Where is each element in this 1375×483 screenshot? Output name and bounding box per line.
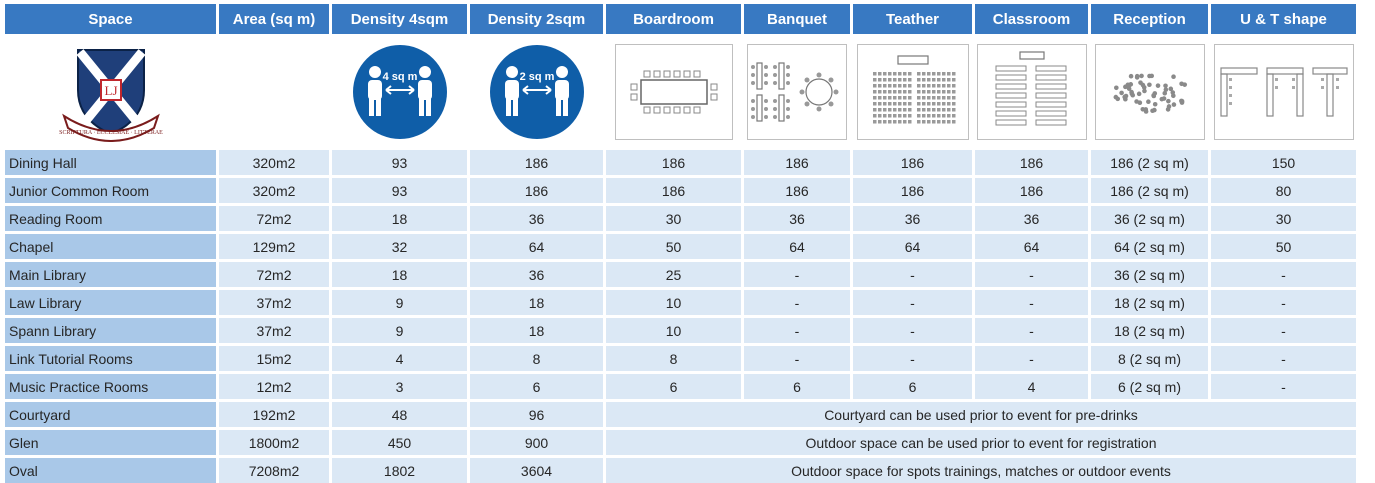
cell-density-2sqm: 36 [470, 262, 603, 287]
college-crest-icon [5, 37, 216, 147]
row-link-tutorial-rooms-space: Link Tutorial Rooms [5, 346, 216, 371]
cell-u-and-t-shape: 80 [1211, 178, 1356, 203]
header-density-4sqm: Density 4sqm [332, 4, 467, 34]
cell-banquet: 64 [744, 234, 850, 259]
area-icon-cell-empty [219, 37, 329, 147]
cell-classroom: 186 [975, 150, 1088, 175]
header-boardroom: Boardroom [606, 4, 741, 34]
cell-teather: - [853, 262, 972, 287]
row-courtyard-space: Courtyard [5, 402, 216, 427]
cell-note: Outdoor space for spots trainings, matches or outdoor events [606, 458, 1356, 483]
boardroom-layout-icon [606, 37, 741, 147]
header-space: Space [5, 4, 216, 34]
row-main-library-space: Main Library [5, 262, 216, 287]
header-reception: Reception [1091, 4, 1208, 34]
cell-reception: 36 (2 sq m) [1091, 206, 1208, 231]
header-teather: Teather [853, 4, 972, 34]
cell-density-4sqm: 4 [332, 346, 467, 371]
cell-reception: 36 (2 sq m) [1091, 262, 1208, 287]
cell-u-and-t-shape: 50 [1211, 234, 1356, 259]
cell-density-2sqm: 36 [470, 206, 603, 231]
svg-text:2 sq m: 2 sq m [519, 71, 554, 83]
row-junior-common-room-space: Junior Common Room [5, 178, 216, 203]
row-oval-space: Oval [5, 458, 216, 483]
cell-classroom: 186 [975, 178, 1088, 203]
cell-classroom: - [975, 262, 1088, 287]
cell-reception: 18 (2 sq m) [1091, 318, 1208, 343]
cell-teather: 6 [853, 374, 972, 399]
row-dining-hall-space: Dining Hall [5, 150, 216, 175]
cell-u-and-t-shape: - [1211, 318, 1356, 343]
cell-classroom: 64 [975, 234, 1088, 259]
header-u-and-t-shape: U & T shape [1211, 4, 1356, 34]
row-law-library-space: Law Library [5, 290, 216, 315]
cell-density-2sqm: 3604 [470, 458, 603, 483]
cell-teather: 64 [853, 234, 972, 259]
cell-boardroom: 10 [606, 318, 741, 343]
cell-reception: 186 (2 sq m) [1091, 178, 1208, 203]
cell-density-4sqm: 93 [332, 150, 467, 175]
cell-area: 37m2 [219, 318, 329, 343]
cell-area: 7208m2 [219, 458, 329, 483]
row-music-practice-rooms-space: Music Practice Rooms [5, 374, 216, 399]
social-distance-4sqm-icon [332, 37, 467, 147]
cell-density-2sqm: 186 [470, 178, 603, 203]
svg-text:LJ: LJ [104, 83, 117, 98]
cell-reception: 18 (2 sq m) [1091, 290, 1208, 315]
cell-boardroom: 186 [606, 150, 741, 175]
cell-classroom: - [975, 346, 1088, 371]
cell-banquet: 6 [744, 374, 850, 399]
cell-density-2sqm: 8 [470, 346, 603, 371]
cell-density-2sqm: 18 [470, 318, 603, 343]
row-glen-space: Glen [5, 430, 216, 455]
cell-density-4sqm: 9 [332, 290, 467, 315]
header-density-2sqm: Density 2sqm [470, 4, 603, 34]
cell-banquet: - [744, 346, 850, 371]
cell-teather: 186 [853, 178, 972, 203]
cell-density-2sqm: 900 [470, 430, 603, 455]
cell-teather: 186 [853, 150, 972, 175]
cell-reception: 8 (2 sq m) [1091, 346, 1208, 371]
svg-text:4 sq m: 4 sq m [382, 71, 417, 83]
cell-u-and-t-shape: 30 [1211, 206, 1356, 231]
cell-u-and-t-shape: - [1211, 262, 1356, 287]
cell-banquet: 186 [744, 150, 850, 175]
cell-banquet: - [744, 290, 850, 315]
cell-area: 15m2 [219, 346, 329, 371]
cell-reception: 64 (2 sq m) [1091, 234, 1208, 259]
cell-area: 320m2 [219, 178, 329, 203]
cell-note: Outdoor space can be used prior to event for registration [606, 430, 1356, 455]
u-and-t-shape-layout-icon [1211, 37, 1356, 147]
row-chapel-space: Chapel [5, 234, 216, 259]
cell-boardroom: 10 [606, 290, 741, 315]
cell-banquet: - [744, 318, 850, 343]
cell-area: 1800m2 [219, 430, 329, 455]
cell-u-and-t-shape: - [1211, 374, 1356, 399]
cell-density-4sqm: 48 [332, 402, 467, 427]
social-distance-2sqm-icon [470, 37, 603, 147]
row-spann-library-space: Spann Library [5, 318, 216, 343]
cell-boardroom: 25 [606, 262, 741, 287]
cell-boardroom: 8 [606, 346, 741, 371]
cell-note: Courtyard can be used prior to event for pre-drinks [606, 402, 1356, 427]
cell-classroom: 36 [975, 206, 1088, 231]
cell-area: 192m2 [219, 402, 329, 427]
svg-text:SCRIPTURA · ECCLESIAE · LITTER: SCRIPTURA · ECCLESIAE · LITTERAE [58, 130, 163, 136]
cell-density-4sqm: 1802 [332, 458, 467, 483]
cell-boardroom: 186 [606, 178, 741, 203]
cell-boardroom: 50 [606, 234, 741, 259]
cell-density-4sqm: 450 [332, 430, 467, 455]
cell-density-4sqm: 3 [332, 374, 467, 399]
cell-density-2sqm: 96 [470, 402, 603, 427]
cell-area: 129m2 [219, 234, 329, 259]
cell-area: 72m2 [219, 206, 329, 231]
cell-boardroom: 6 [606, 374, 741, 399]
cell-u-and-t-shape: - [1211, 346, 1356, 371]
cell-density-4sqm: 18 [332, 206, 467, 231]
cell-u-and-t-shape: 150 [1211, 150, 1356, 175]
cell-boardroom: 30 [606, 206, 741, 231]
theatre-layout-icon [853, 37, 972, 147]
cell-teather: 36 [853, 206, 972, 231]
cell-density-4sqm: 32 [332, 234, 467, 259]
cell-density-4sqm: 93 [332, 178, 467, 203]
cell-density-2sqm: 6 [470, 374, 603, 399]
cell-area: 72m2 [219, 262, 329, 287]
cell-area: 320m2 [219, 150, 329, 175]
cell-area: 12m2 [219, 374, 329, 399]
cell-reception: 6 (2 sq m) [1091, 374, 1208, 399]
cell-teather: - [853, 318, 972, 343]
banquet-layout-icon [744, 37, 850, 147]
cell-teather: - [853, 346, 972, 371]
header-area: Area (sq m) [219, 4, 329, 34]
cell-density-2sqm: 18 [470, 290, 603, 315]
cell-reception: 186 (2 sq m) [1091, 150, 1208, 175]
cell-banquet: 36 [744, 206, 850, 231]
header-banquet: Banquet [744, 4, 850, 34]
cell-banquet: 186 [744, 178, 850, 203]
reception-layout-icon [1091, 37, 1208, 147]
row-reading-room-space: Reading Room [5, 206, 216, 231]
cell-area: 37m2 [219, 290, 329, 315]
cell-density-4sqm: 9 [332, 318, 467, 343]
header-classroom: Classroom [975, 4, 1088, 34]
cell-classroom: 4 [975, 374, 1088, 399]
classroom-layout-icon [975, 37, 1088, 147]
cell-teather: - [853, 290, 972, 315]
cell-density-2sqm: 64 [470, 234, 603, 259]
cell-density-4sqm: 18 [332, 262, 467, 287]
cell-banquet: - [744, 262, 850, 287]
cell-classroom: - [975, 290, 1088, 315]
cell-classroom: - [975, 318, 1088, 343]
cell-u-and-t-shape: - [1211, 290, 1356, 315]
cell-density-2sqm: 186 [470, 150, 603, 175]
